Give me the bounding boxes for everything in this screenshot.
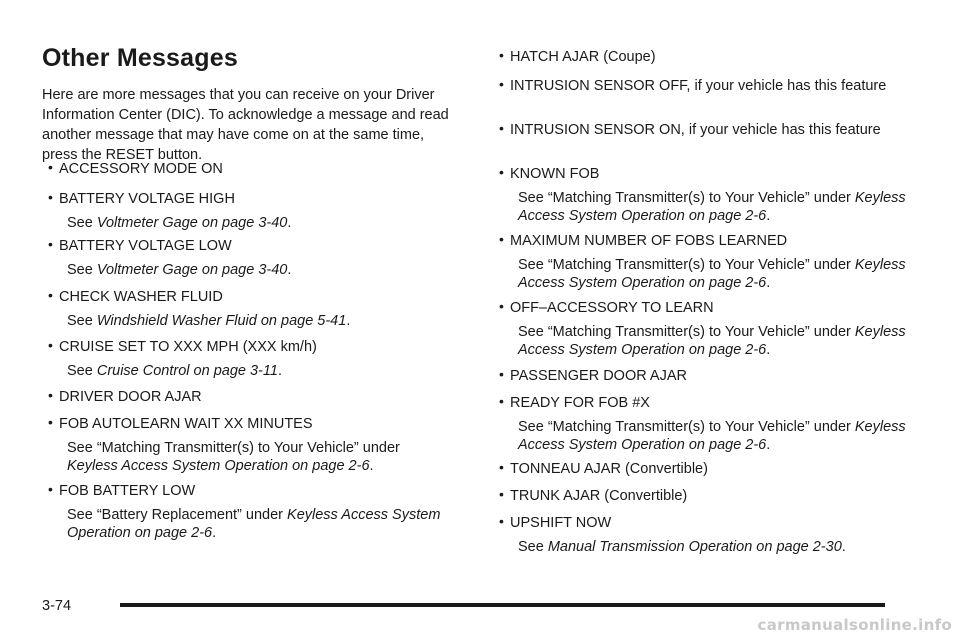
see-prefix: See “Battery Replacement” under [67, 507, 288, 523]
see-reference [493, 418, 913, 454]
message-text: TRUNK AJAR (Convertible) [510, 488, 688, 504]
see-reference [42, 214, 454, 232]
see-suffix: . [841, 539, 846, 555]
message-label [493, 513, 913, 533]
message-text: OFF–ACCESSORY TO LEARN [510, 300, 714, 316]
see-reference [42, 506, 454, 542]
message-entry [42, 387, 454, 407]
bullet-icon: • [499, 393, 504, 409]
message-entry [42, 236, 454, 279]
intro-paragraph: Here are more messages that you can receive on your Driver Information Center (DIC). To acknowledge a message and read another message that may have come on at the same time, press the RESET button. [42, 87, 449, 163]
see-prefix: See [67, 262, 97, 278]
see-prefix: See [518, 539, 548, 555]
message-entry [42, 159, 454, 179]
message-text: KNOWN FOB [510, 166, 600, 182]
cross-reference-link: Windshield Washer Fluid on page 5-41 [96, 313, 347, 329]
see-prefix: See “Matching Transmitter(s) to Your Vehicle” under [518, 190, 855, 206]
bullet-icon: • [499, 298, 504, 314]
bullet-icon: • [48, 159, 53, 175]
message-text: MAXIMUM NUMBER OF FOBS LEARNED [510, 233, 788, 249]
message-label [42, 337, 454, 357]
see-reference [493, 538, 913, 556]
see-reference [493, 189, 913, 225]
message-text: PASSENGER DOOR AJAR [510, 368, 687, 384]
cross-reference-link: Manual Transmission Operation on page 2-30 [547, 539, 842, 555]
message-text: TONNEAU AJAR (Convertible) [510, 461, 708, 477]
message-text: BATTERY VOLTAGE LOW [59, 238, 232, 254]
bullet-icon: • [499, 366, 504, 382]
cross-reference-link: Keyless Access System Operation on page 2-6 [67, 458, 370, 474]
message-text: INTRUSION SENSOR ON, if your vehicle has this feature [510, 122, 881, 138]
cross-reference-link: Keyless Access System Operation on page 2-6 [518, 419, 906, 453]
see-reference [42, 261, 454, 279]
see-suffix: . [766, 342, 771, 358]
message-label [493, 47, 913, 67]
see-prefix: See “Matching Transmitter(s) to Your Vehicle” under [67, 440, 400, 456]
message-entry [493, 366, 913, 386]
message-label [42, 387, 454, 407]
bullet-icon: • [499, 231, 504, 247]
message-text: HATCH AJAR (Coupe) [510, 49, 656, 65]
message-entry [493, 298, 913, 359]
message-label [493, 231, 913, 251]
see-suffix: . [212, 525, 217, 541]
see-prefix: See “Matching Transmitter(s) to Your Vehicle” under [518, 257, 855, 273]
bullet-icon: • [48, 189, 53, 205]
see-reference [42, 439, 454, 475]
bullet-icon: • [48, 481, 53, 497]
message-label [493, 76, 913, 96]
message-entry [42, 414, 454, 475]
see-suffix: . [277, 363, 282, 379]
see-suffix: . [369, 458, 374, 474]
message-entry [42, 481, 454, 542]
message-text: BATTERY VOLTAGE HIGH [59, 191, 235, 207]
bullet-icon: • [48, 287, 53, 303]
bullet-icon: • [499, 76, 504, 92]
bullet-icon: • [48, 236, 53, 252]
cross-reference-link: Keyless Access System Operation on page 2-6 [518, 190, 906, 224]
message-label [493, 164, 913, 184]
watermark: carmanualsonline.info [757, 616, 952, 634]
message-label [42, 414, 454, 434]
message-entry [493, 486, 913, 506]
message-text: UPSHIFT NOW [510, 515, 612, 531]
message-label [42, 236, 454, 256]
message-entry [493, 231, 913, 292]
message-label [493, 120, 913, 140]
bullet-icon: • [499, 120, 504, 136]
see-reference [42, 362, 454, 380]
message-entry [493, 164, 913, 225]
bullet-icon: • [499, 164, 504, 180]
cross-reference-link: Keyless Access System Operation on page 2-6 [67, 507, 441, 541]
footer-rule [120, 603, 885, 607]
message-entry [493, 76, 913, 96]
message-label [42, 287, 454, 307]
see-prefix: See [67, 363, 97, 379]
cross-reference-link: Keyless Access System Operation on page 2-6 [518, 257, 906, 291]
message-label [42, 481, 454, 501]
bullet-icon: • [499, 486, 504, 502]
message-text: ACCESSORY MODE ON [59, 161, 223, 177]
bullet-icon: • [499, 513, 504, 529]
message-entry [42, 189, 454, 232]
see-prefix: See “Matching Transmitter(s) to Your Vehicle” under [518, 419, 855, 435]
see-suffix: . [766, 437, 771, 453]
see-suffix: . [346, 313, 351, 329]
page-title: Other Messages [42, 44, 238, 72]
bullet-icon: • [48, 414, 53, 430]
bullet-icon: • [48, 337, 53, 353]
see-suffix: . [766, 208, 771, 224]
message-entry [493, 47, 913, 67]
message-label [493, 366, 913, 386]
cross-reference-link: Cruise Control on page 3-11 [96, 363, 278, 379]
bullet-icon: • [499, 459, 504, 475]
message-text: DRIVER DOOR AJAR [59, 389, 202, 405]
message-label [493, 393, 913, 413]
message-text: CHECK WASHER FLUID [59, 289, 223, 305]
see-reference [493, 256, 913, 292]
see-prefix: See [67, 313, 97, 329]
see-suffix: . [287, 262, 292, 278]
message-text: READY FOR FOB #X [510, 395, 650, 411]
message-label [42, 189, 454, 209]
message-text: FOB BATTERY LOW [59, 483, 196, 499]
see-reference [493, 323, 913, 359]
message-label [493, 486, 913, 506]
message-text: INTRUSION SENSOR OFF, if your vehicle has this feature [510, 78, 887, 94]
page-number: 3-74 [42, 598, 72, 614]
message-text: FOB AUTOLEARN WAIT XX MINUTES [59, 416, 313, 432]
see-suffix: . [287, 215, 292, 231]
bullet-icon: • [48, 387, 53, 403]
message-entry [493, 459, 913, 479]
message-entry [42, 337, 454, 380]
see-reference [42, 312, 454, 330]
message-entry [493, 513, 913, 556]
see-suffix: . [766, 275, 771, 291]
message-entry [42, 287, 454, 330]
message-entry [493, 120, 913, 140]
bullet-icon: • [499, 47, 504, 63]
see-prefix: See “Matching Transmitter(s) to Your Vehicle” under [518, 324, 855, 340]
message-label [42, 159, 454, 179]
cross-reference-link: Voltmeter Gage on page 3-40 [96, 215, 288, 231]
message-text: CRUISE SET TO XXX MPH (XXX km/h) [59, 339, 317, 355]
message-label [493, 459, 913, 479]
message-entry [493, 393, 913, 454]
message-label [493, 298, 913, 318]
see-prefix: See [67, 215, 97, 231]
cross-reference-link: Keyless Access System Operation on page 2-6 [518, 324, 906, 358]
cross-reference-link: Voltmeter Gage on page 3-40 [96, 262, 288, 278]
